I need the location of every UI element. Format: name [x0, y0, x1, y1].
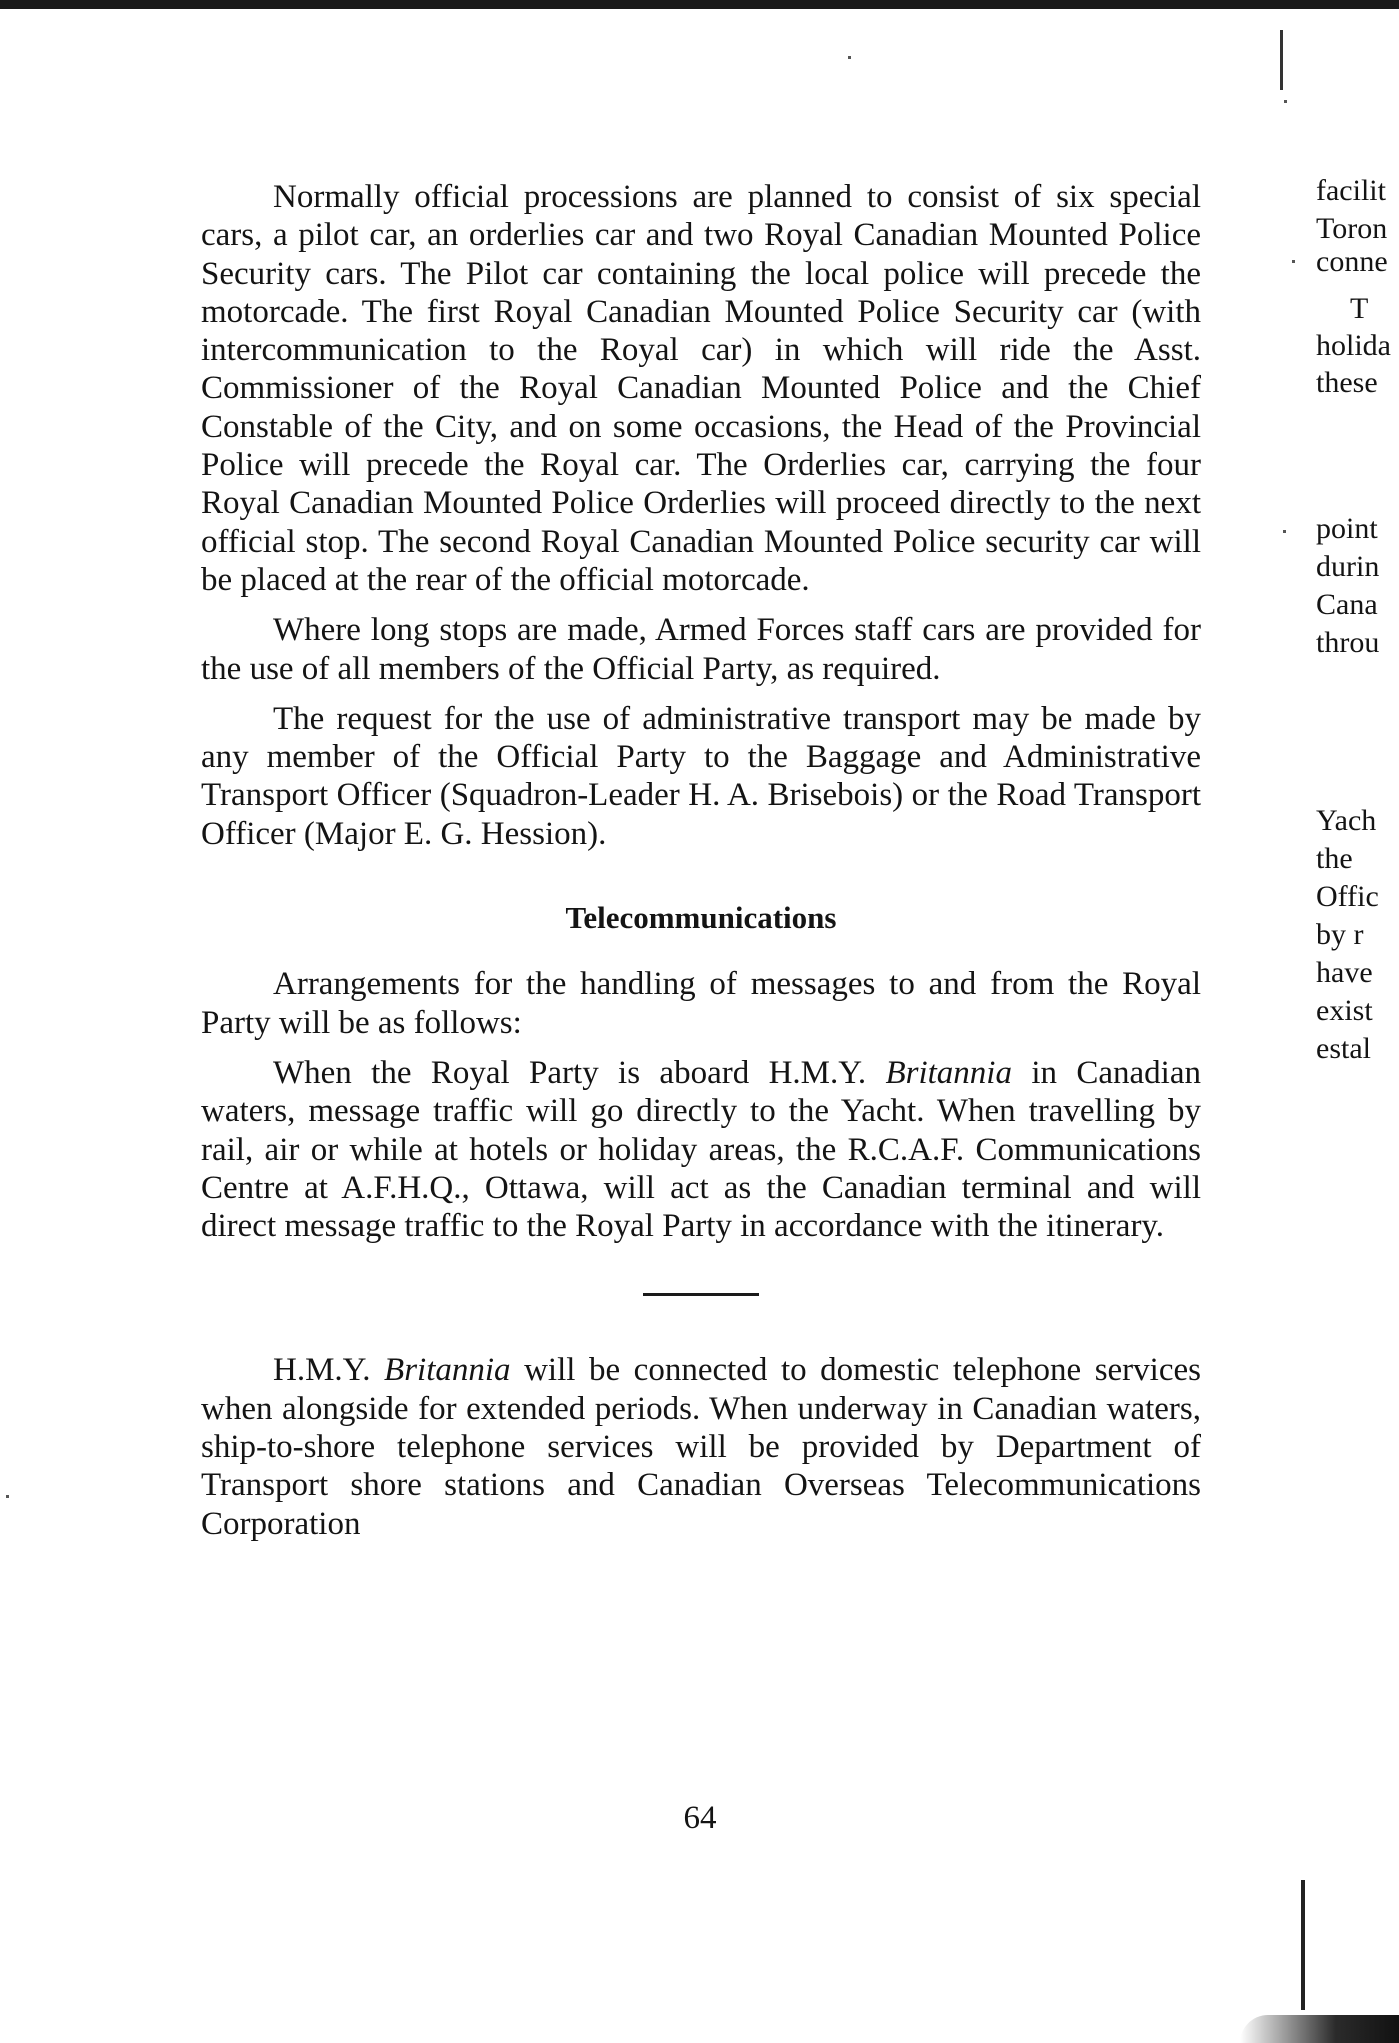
- next-page-text: estal: [1316, 1032, 1371, 1065]
- gutter-shadow-bottom: [1301, 1880, 1305, 2010]
- gutter-shadow: [1280, 30, 1283, 90]
- next-page-text: Yach: [1316, 804, 1377, 837]
- next-page-text: throu: [1316, 626, 1380, 659]
- next-page-text: Cana: [1316, 588, 1378, 621]
- text-run: When the Royal Party is aboard H.M.Y.: [273, 1054, 886, 1091]
- ship-name: Britannia: [384, 1352, 511, 1389]
- next-page-text: conne: [1316, 245, 1388, 278]
- next-page-text: facilit: [1316, 174, 1386, 207]
- body-paragraph: Where long stops are made, Armed Forces staff cars are provided for the use of all members of the Official Party, as required.: [201, 612, 1201, 687]
- section-heading: Telecommunications: [565, 900, 837, 936]
- scan-speck: [6, 1495, 9, 1498]
- adjacent-page-fragment: [1316, 0, 1399, 2043]
- ship-name: Britannia: [885, 1054, 1012, 1091]
- next-page-text: point: [1316, 512, 1378, 545]
- scan-speck: [848, 56, 851, 59]
- text-run: in Canadian waters, message traffic will go directly to the Yacht. When travelling by rail, air or while at hotels or holiday areas, the R.C.A.F. Communications Centre at A.F.H.Q., Ottawa, will act as the Canadian terminal and will direct message traffic to the Royal Party in accordance with the itinerary.: [201, 1054, 1201, 1245]
- section-divider: [643, 1293, 759, 1296]
- body-paragraph: [201, 1351, 1201, 1542]
- body-paragraph: Arrangements for the handling of messages to and from the Royal Party will be as follows:: [201, 966, 1201, 1041]
- next-page-text: holida: [1316, 329, 1391, 362]
- text-run: H.M.Y.: [273, 1352, 385, 1389]
- next-page-text: T: [1350, 292, 1369, 325]
- next-page-text: the: [1316, 842, 1353, 875]
- next-page-text: durin: [1316, 550, 1380, 583]
- next-page-text: have: [1316, 956, 1373, 989]
- text-run: will be connected to domestic telephone services when alongside for extended periods. When underway in Canadian waters, ship-to-shore telephone services will be provided by Department of Transport shore stations and Canadian Overseas Telecommunications Corporation: [201, 1352, 1201, 1542]
- next-page-text: exist: [1316, 994, 1373, 1027]
- page-number: 64: [683, 1800, 717, 1836]
- scan-speck: [1283, 530, 1286, 533]
- next-page-text: these: [1316, 366, 1378, 399]
- scan-speck: [1292, 260, 1295, 263]
- body-paragraph: The request for the use of administrative transport may be made by any member of the Official Party to the Baggage and Administrative Transport Officer (Squadron-Leader H. A. Brisebois) or the Road Transport Officer (Major E. G. Hession).: [201, 700, 1201, 852]
- scan-top-edge: [0, 0, 1399, 9]
- body-paragraph: [201, 1054, 1201, 1245]
- page-body: [201, 178, 1201, 1543]
- next-page-text: by r: [1316, 918, 1364, 951]
- scan-speck: [1284, 100, 1287, 103]
- next-page-text: Offic: [1316, 880, 1379, 913]
- next-page-text: Toron: [1316, 212, 1388, 245]
- body-paragraph: Normally official processions are planned to consist of six special cars, a pilot car, an orderlies car and two Royal Canadian Mounted Police Security cars. The Pilot car containing the local police will precede the motorcade. The first Royal Canadian Mounted Police Security car (with intercommunication to the Royal car) in which will ride the Asst. Commissioner of the Royal Canadian Mounted Police and the Chief Constable of the City, and on some occasions, the Head of the Provincial Police will precede the Royal car. The Orderlies car, carrying the four Royal Canadian Mounted Police Orderlies will proceed directly to the next official stop. The second Royal Canadian Mounted Police security car will be placed at the rear of the official motorcade.: [201, 179, 1201, 598]
